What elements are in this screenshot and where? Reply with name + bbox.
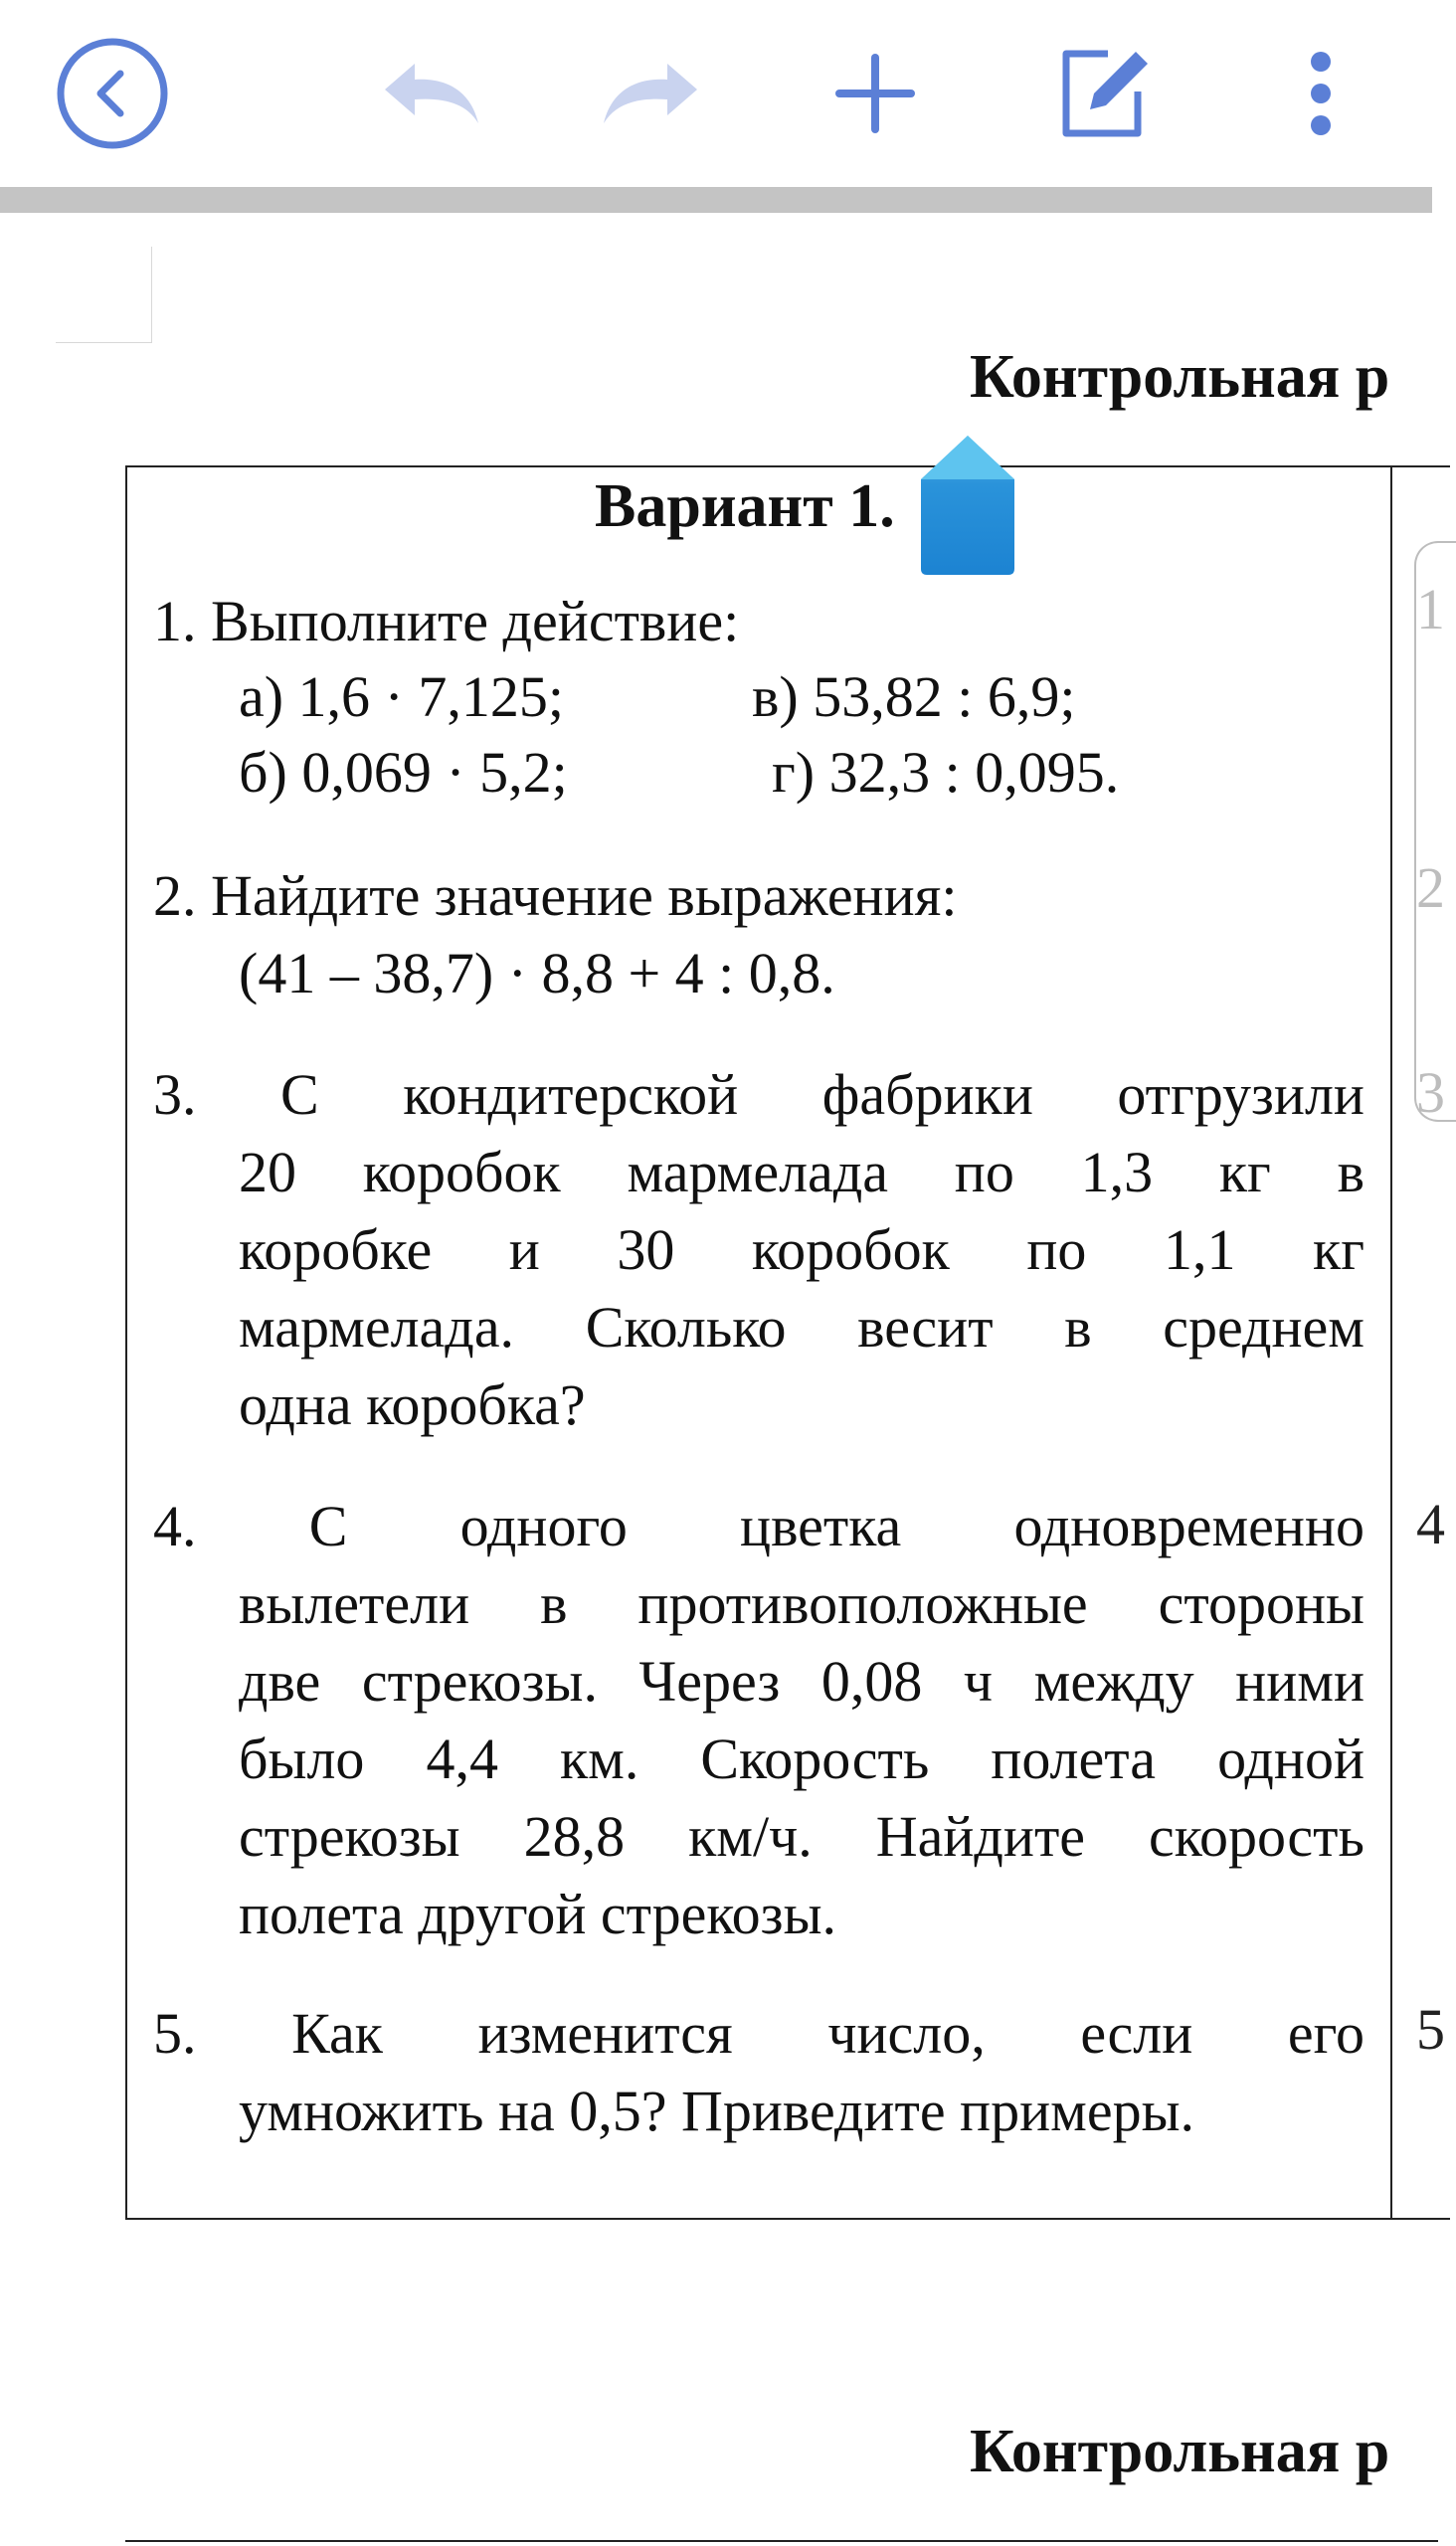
table-top-border (1390, 465, 1450, 467)
task-4-line: две стрекозы. Через 0,08 ч между ними (239, 1649, 1365, 1714)
next-column-mark: 4 (1416, 1492, 1445, 1556)
task-1v: в) 53,82 : 6,9; (752, 664, 1076, 729)
task-4-line-last: полета другой стрекозы. (239, 1882, 837, 1946)
more-vertical-icon (1301, 46, 1341, 141)
plus-icon (833, 52, 917, 135)
more-button[interactable] (1261, 34, 1380, 153)
task-1b: б) 0,069 · 5,2; (239, 740, 568, 805)
document-title-next-page: Контрольная р (970, 2418, 1390, 2485)
redo-button[interactable] (593, 34, 712, 153)
task-3-line: коробке и 30 коробок по 1,1 кг (239, 1217, 1365, 1282)
task-1g: г) 32,3 : 0,095. (772, 740, 1120, 805)
task-1a: а) 1,6 · 7,125; (239, 664, 564, 729)
redo-icon (598, 54, 707, 133)
undo-icon (375, 54, 484, 133)
document-viewport[interactable] (0, 213, 1445, 2546)
next-column-mark: 1 (1416, 577, 1445, 641)
undo-button[interactable] (370, 34, 489, 153)
text-cursor-handle[interactable] (917, 432, 1018, 579)
task-1-heading: 1. Выполните действие: (153, 589, 740, 653)
column-divider (1390, 465, 1392, 2220)
table-bottom-border (1390, 2218, 1450, 2220)
next-column-mark: 3 (1416, 1060, 1445, 1125)
toolbar-divider (0, 187, 1432, 213)
edit-button[interactable] (1044, 34, 1164, 153)
task-5-line-last: умножить на 0,5? Приведите примеры. (239, 2079, 1195, 2143)
top-toolbar (0, 0, 1432, 187)
add-button[interactable] (816, 34, 935, 153)
back-button[interactable] (53, 34, 172, 153)
task-5-line: 5. Как изменится число, если его (153, 2001, 1365, 2066)
task-2-heading: 2. Найдите значение выражения: (153, 863, 958, 928)
next-column-mark: 5 (1416, 1997, 1445, 2062)
task-4-line: 4. С одного цветка одновременно (153, 1494, 1365, 1558)
next-table-top-border (125, 2540, 1438, 2542)
variant-title: Вариант 1. (595, 472, 895, 540)
task-3-line: 3. С кондитерской фабрики отгрузили (153, 1062, 1365, 1127)
text-cursor-handle-icon (917, 432, 1018, 579)
task-3-line: мармелада. Сколько весит в среднем (239, 1295, 1365, 1360)
task-3-line: 20 коробок мармелада по 1,3 кг в (239, 1140, 1365, 1204)
back-circle-icon (55, 36, 170, 151)
next-column-mark: 2 (1416, 855, 1445, 920)
task-4-line: вылетели в противоположные стороны (239, 1571, 1365, 1636)
task-4-line: было 4,4 км. Скорость полета одной (239, 1727, 1365, 1791)
page-corner-mark (56, 247, 152, 343)
task-4-line: стрекозы 28,8 км/ч. Найдите скорость (239, 1804, 1365, 1869)
task-2-expression: (41 – 38,7) · 8,8 + 4 : 0,8. (239, 941, 835, 1005)
task-3-line-last: одна коробка? (239, 1372, 586, 1437)
document-title: Контрольная р (970, 343, 1390, 411)
edit-icon (1056, 46, 1152, 141)
